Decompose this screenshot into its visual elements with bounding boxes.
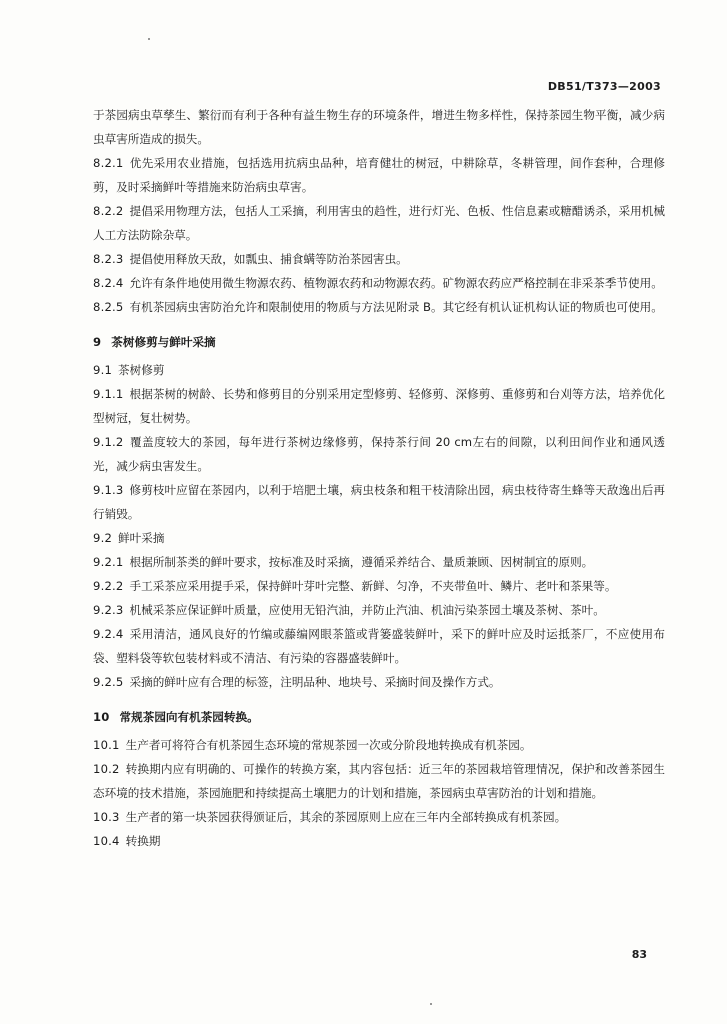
- clause-8-2-2: 8.2.2 提倡采用物理方法，包括人工采摘，利用害虫的趋性，进行灯光、色板、性信息素或糖醋诱杀，采用机械人工方法防除杂草。: [93, 204, 665, 242]
- scan-speck: [148, 38, 150, 40]
- clause-10-3: 10.3 生产者的第一块茶园获得颁证后，其余的茶园原则上应在三年内全部转换成有机茶园。: [93, 810, 567, 824]
- clause-9-2-3: 9.2.3 机械采茶应保证鲜叶质量，应使用无铅汽油，并防止汽油、机油污染茶园土壤及茶树、茶叶。: [93, 603, 605, 617]
- clause-9-2-1: 9.2.1 根据所制茶类的鲜叶要求，按标准及时采摘，遵循采养结合、量质兼顾、因树制宜的原则。: [93, 555, 594, 569]
- document-code: DB51/T373—2003: [547, 80, 661, 93]
- clause-9-1-1: 9.1.1 根据茶树的树龄、长势和修剪目的分别采用定型修剪、轻修剪、深修剪、重修剪和台刈等方法，培养优化型树冠，复壮树势。: [93, 387, 665, 425]
- clause-10-2: 10.2 转换期内应有明确的、可操作的转换方案，其内容包括：近三年的茶园栽培管理情况，保护和改善茶园生态环境的技术措施，茶园施肥和持续提高土壤肥力的计划和措施，茶园病虫草害防治的计划和措施。: [93, 762, 665, 800]
- paragraph-continuation: 于茶园病虫草孳生、繁衍而有利于各种有益生物生存的环境条件，增进生物多样性，保持茶园生物平衡，减少病虫草害所造成的损失。: [93, 108, 665, 146]
- clause-8-2-1: 8.2.1 优先采用农业措施，包括选用抗病虫品种，培育健壮的树冠，中耕除草，冬耕管理，间作套种，合理修剪，及时采摘鲜叶等措施来防治病虫草害。: [93, 156, 665, 194]
- subsection-9-1: 9.1 茶树修剪: [93, 363, 165, 377]
- clause-9-1-3: 9.1.3 修剪枝叶应留在茶园内，以利于培肥土壤，病虫枝条和粗干枝清除出园，病虫枝待寄生蜂等天敌逸出后再行销毁。: [93, 483, 665, 521]
- clause-9-1-2: 9.1.2 覆盖度较大的茶园，每年进行茶树边缘修剪，保持茶行间 20 cm左右的间隙，以利田间作业和通风透光，减少病虫害发生。: [93, 435, 665, 473]
- section-9-heading: 9 茶树修剪与鲜叶采摘: [93, 335, 216, 349]
- clause-8-2-3: 8.2.3 提倡使用释放天敌，如瓢虫、捕食螨等防治茶园害虫。: [93, 252, 408, 266]
- clause-9-2-2: 9.2.2 手工采茶应采用提手采，保持鲜叶芽叶完整、新鲜、匀净，不夹带鱼叶、鳞片、老叶和茶果等。: [93, 579, 617, 593]
- section-10-heading: 10 常规茶园向有机茶园转换。: [93, 710, 259, 724]
- clause-8-2-4: 8.2.4 允许有条件地使用微生物源农药、植物源农药和动物源农药。矿物源农药应严格控制在非采茶季节使用。: [93, 276, 663, 290]
- clause-10-4: 10.4 转换期: [93, 834, 161, 848]
- clause-9-2-5: 9.2.5 采摘的鲜叶应有合理的标签，注明品种、地块号、采摘时间及操作方式。: [93, 675, 501, 689]
- clause-10-1: 10.1 生产者可将符合有机茶园生态环境的常规茶园一次或分阶段地转换成有机茶园。: [93, 738, 532, 752]
- clause-9-2-4: 9.2.4 采用清洁，通风良好的竹编或藤编网眼茶篮或背篓盛装鲜叶，采下的鲜叶应及时运抵茶厂，不应使用布袋、塑料袋等软包装材料或不清洁、有污染的容器盛装鲜叶。: [93, 627, 665, 665]
- subsection-9-2: 9.2 鲜叶采摘: [93, 531, 165, 545]
- clause-8-2-5: 8.2.5 有机茶园病虫害防治允许和限制使用的物质与方法见附录 B。其它经有机认证机构认证的物质也可使用。: [93, 300, 663, 314]
- document-body: [93, 103, 665, 853]
- page-number: 83: [631, 948, 647, 961]
- scan-speck: [430, 1003, 432, 1005]
